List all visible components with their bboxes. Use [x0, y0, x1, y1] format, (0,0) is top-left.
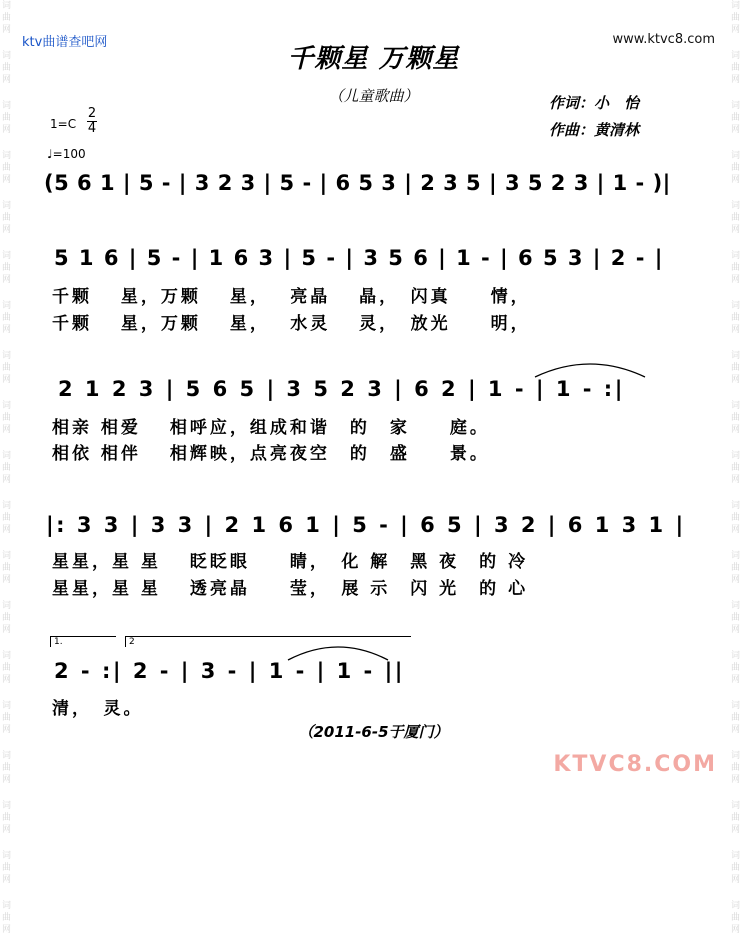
- watermark-text: 词 曲 网: [2, 401, 12, 435]
- watermark-text: 词 曲 网: [2, 851, 12, 885]
- song-subtitle: （儿童歌曲）: [328, 87, 419, 105]
- watermark-text: 词 曲 网: [2, 251, 12, 285]
- watermark-text: 词 曲 网: [731, 601, 741, 635]
- watermark-text: 词 曲 网: [2, 301, 12, 335]
- first-ending-label: 1.: [54, 637, 63, 647]
- watermark-text: 词 曲 网: [731, 401, 741, 435]
- watermark-text: 词 曲 网: [2, 751, 12, 785]
- lyric-line: 星星，星 星 眨眨眼 睛， 化 解 黑 夜 的 冷: [52, 552, 529, 572]
- song-title: 千颗星 万颗星: [287, 44, 460, 74]
- first-ending-bracket: [50, 636, 116, 647]
- score-line-4: [44, 513, 704, 545]
- score-line-2: [44, 246, 704, 278]
- source-url: www.ktvc8.com: [612, 32, 715, 47]
- source-site-label: ktv曲谱查吧网: [22, 35, 108, 50]
- watermark-text: 词 曲 网: [731, 701, 741, 735]
- time-signature: 2 4: [87, 106, 97, 136]
- watermark-text: 词 曲 网: [2, 151, 12, 185]
- score-line-text: 5 1 6 | 5 - | 1 6 3 | 5 - | 3 5 6 | 1 - | 6 5 3 | 2 - |: [54, 246, 664, 270]
- score-line-5: [44, 659, 704, 691]
- lyric-line: 千颗 星，万颗 星， 水灵 灵， 放光 明，: [52, 314, 531, 334]
- watermark-text: 词 曲 网: [2, 451, 12, 485]
- composition-date: （2011-6-5于厦门）: [298, 723, 449, 741]
- watermark-text: 词 曲 网: [2, 1, 12, 35]
- tie-slur: [530, 357, 650, 379]
- score-line-text: 2 - :| 2 - | 3 - | 1 - | 1 - ||: [54, 659, 405, 683]
- watermark-text: 词 曲 网: [731, 301, 741, 335]
- watermark-text: 词 曲 网: [2, 551, 12, 585]
- score-line-1: [44, 171, 704, 203]
- watermark-text: 词 曲 网: [731, 901, 741, 935]
- watermark-text: 词 曲 网: [731, 651, 741, 685]
- side-watermark-left: [2, 0, 16, 935]
- key-signature: 1=C: [50, 117, 77, 131]
- watermark-text: 词 曲 网: [731, 101, 741, 135]
- lyric-line: 星星，星 星 透亮晶 莹， 展 示 闪 光 的 心: [52, 579, 529, 599]
- watermark-text: 词 曲 网: [2, 601, 12, 635]
- watermark-text: 词 曲 网: [2, 351, 12, 385]
- tempo-marking: ♩=100: [47, 147, 86, 161]
- watermark-text: 词 曲 网: [731, 51, 741, 85]
- composer-credit: 作曲：黄清林: [549, 121, 640, 139]
- score-line-text: 2 1 2 3 | 5 6 5 | 3 5 2 3 | 6 2 | 1 - | 1 - :|: [58, 377, 625, 401]
- score-line-text: (5 6 1 | 5 - | 3 2 3 | 5 - | 6 5 3 | 2 3 5 | 3 5 2 3 | 1 - )|: [44, 171, 671, 195]
- watermark-text: 词 曲 网: [2, 901, 12, 935]
- watermark-text: 词 曲 网: [731, 551, 741, 585]
- watermark-text: 词 曲 网: [731, 501, 741, 535]
- watermark-text: 词 曲 网: [731, 151, 741, 185]
- watermark-text: 词 曲 网: [731, 251, 741, 285]
- lyric-line: 相亲 相爱 相呼应，组成和谐 的 家 庭。: [52, 418, 490, 438]
- watermark-text: 词 曲 网: [2, 651, 12, 685]
- watermark-text: 词 曲 网: [731, 201, 741, 235]
- watermark-text: 词 曲 网: [2, 701, 12, 735]
- lyric-line: 清， 灵。: [52, 699, 144, 719]
- lyricist-credit: 作词：小 怡: [549, 94, 640, 112]
- score-line-3: [44, 377, 704, 409]
- watermark-text: 词 曲 网: [731, 851, 741, 885]
- watermark-text: 词 曲 网: [731, 1, 741, 35]
- watermark-text: 词 曲 网: [2, 801, 12, 835]
- site-logo: KTVC8.COM: [553, 752, 717, 777]
- watermark-text: 词 曲 网: [2, 101, 12, 135]
- second-ending-label: 2: [129, 637, 135, 647]
- watermark-text: 词 曲 网: [731, 351, 741, 385]
- lyric-line: 千颗 星，万颗 星， 亮晶 晶， 闪真 情，: [52, 287, 531, 307]
- watermark-text: 词 曲 网: [731, 451, 741, 485]
- side-watermark-right: [731, 0, 745, 935]
- score-line-text: |: 3 3 | 3 3 | 2 1 6 1 | 5 - | 6 5 | 3 2 | 6 1 3 1 |: [46, 513, 686, 537]
- watermark-text: 词 曲 网: [731, 751, 741, 785]
- watermark-text: 词 曲 网: [2, 51, 12, 85]
- watermark-text: 词 曲 网: [2, 501, 12, 535]
- watermark-text: 词 曲 网: [731, 801, 741, 835]
- watermark-text: 词 曲 网: [2, 201, 12, 235]
- lyric-line: 相依 相伴 相辉映，点亮夜空 的 盛 景。: [52, 444, 490, 464]
